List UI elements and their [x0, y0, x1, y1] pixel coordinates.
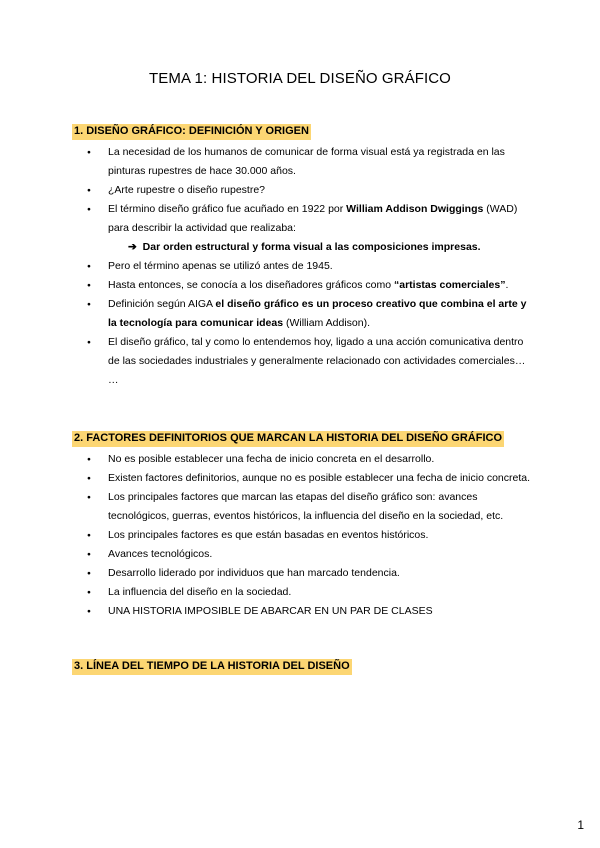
- section-2-heading: 2. FACTORES DEFINITORIOS QUE MARCAN LA HISTORIA DEL DISEÑO GRÁFICO: [72, 431, 504, 447]
- document-title: TEMA 1: HISTORIA DEL DISEÑO GRÁFICO: [149, 70, 451, 87]
- list-item: [72, 200, 532, 257]
- list-item-text: Hasta entonces, se conocía a los diseñadores gráficos como: [108, 279, 394, 291]
- list-item: ● No es posible establecer una fecha de inicio concreta en el desarrollo.: [72, 450, 532, 469]
- section-1-list: [72, 143, 532, 390]
- list-item: ● La necesidad de los humanos de comunicar de forma visual está ya registrada en las pinturas rupestres de hace 30.000 años.: [72, 143, 532, 181]
- list-item: ● El diseño gráfico, tal y como lo entendemos hoy, ligado a una acción comunicativa dentro de las sociedades industriales y generalmente relacionado con actividades comerciales… …: [72, 333, 532, 390]
- arrow-icon: ➔: [128, 241, 137, 253]
- list-item: ● La influencia del diseño en la sociedad.: [72, 583, 532, 602]
- list-item: ● Avances tecnológicos.: [72, 545, 532, 564]
- list-item: ● Pero el término apenas se utilizó antes de 1945.: [72, 257, 532, 276]
- list-item: ● ¿Arte rupestre o diseño rupestre?: [72, 181, 532, 200]
- list-item: ● Los principales factores es que están basadas en eventos históricos.: [72, 526, 532, 545]
- list-item: ● Los principales factores que marcan las etapas del diseño gráfico son: avances tecnológicos, guerras, eventos históricos, la influencia del diseño en la sociedad, etc.: [72, 488, 532, 526]
- list-item-bold: William Addison Dwiggings: [346, 203, 484, 215]
- list-item: ● UNA HISTORIA IMPOSIBLE DE ABARCAR EN UN PAR DE CLASES: [72, 602, 532, 621]
- section-2-list: [72, 450, 532, 621]
- list-item: ● Existen factores definitorios, aunque no es posible establecer una fecha de inicio concreta.: [72, 469, 532, 488]
- arrow-subitem-text: Dar orden estructural y forma visual a las composiciones impresas.: [142, 241, 481, 253]
- list-item-text: (William Addison).: [283, 317, 371, 329]
- list-item: ● Desarrollo liderado por individuos que han marcado tendencia.: [72, 564, 532, 583]
- page-number: 1: [577, 818, 584, 832]
- list-item-bold: el diseño gráfico es un proceso creativo que combina el arte y la tecnología para comunicar ideas: [108, 298, 527, 329]
- list-item-text: Definición según AIGA: [108, 298, 216, 310]
- section-1-heading: 1. DISEÑO GRÁFICO: DEFINICIÓN Y ORIGEN: [72, 124, 311, 140]
- list-item-bold: “artistas comerciales”: [394, 279, 506, 291]
- list-item-text: El término diseño gráfico fue acuñado en 1922 por: [108, 203, 347, 215]
- list-item: [72, 276, 532, 295]
- list-item-text: .: [505, 279, 509, 291]
- list-item-text: (WAD) para describir la actividad que realizaba:: [108, 203, 518, 234]
- list-item: [72, 295, 532, 333]
- section-3-heading: 3. LÍNEA DEL TIEMPO DE LA HISTORIA DEL DISEÑO: [72, 659, 352, 675]
- arrow-subitem: [108, 238, 532, 257]
